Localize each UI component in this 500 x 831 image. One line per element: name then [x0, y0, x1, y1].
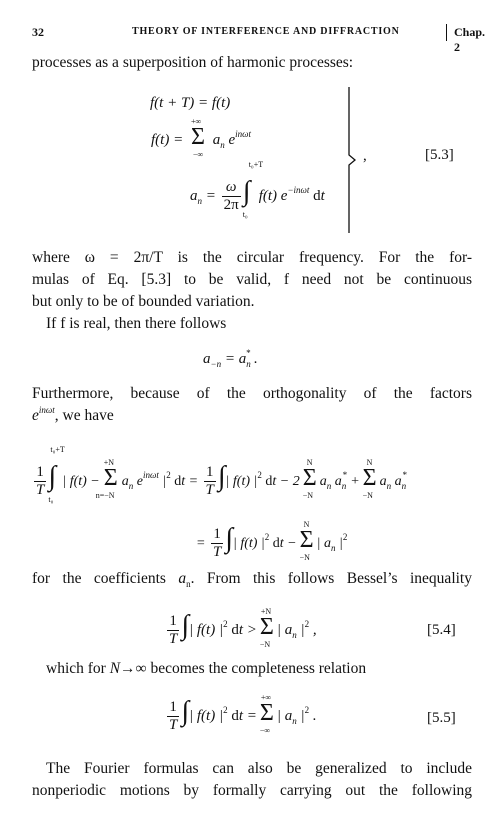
- running-title: THEORY OF INTERFERENCE AND DIFFRACTION: [132, 26, 400, 37]
- paragraph-circular-frequency-line2: mulas of Eq. [5.3] to be valid, f need not be continuous: [32, 271, 472, 288]
- equation-number-5-4: [5.4]: [427, 622, 456, 638]
- paragraph-intro: processes as a superposition of harmonic processes:: [32, 54, 354, 71]
- eq-5-3-comma: ,: [363, 148, 367, 164]
- paragraph-fourier-line1: The Fourier formulas can also be generalized to include: [46, 760, 472, 777]
- equation-conjugate: $a_{-n} = a_n^*$ .: [203, 348, 258, 369]
- eq-5-3-line3: $a_n$ = $\frac{\omega}{2\pi}$ ∫ t₀+T t₀ f(t) $e^{-in\omega t}$ dt: [190, 160, 325, 219]
- paragraph-circular-frequency-line3: but only to be of bounded variation.: [32, 293, 255, 310]
- page-number: 32: [32, 25, 44, 39]
- paragraph-completeness: which for N→∞ becomes the completeness relation: [46, 660, 367, 677]
- paragraph-fourier-line2: nonperiodic motions by formally carrying out the following: [32, 782, 472, 799]
- equation-orthogonality-line2: = $\frac{1}{T}$ ∫| f(t) $|^2$ dt − Σ N −N | $a_n$ $|^2$: [196, 520, 348, 562]
- equation-orthogonality-line1: $\frac{1}{T}$ ∫ t₀+T t₀ | f(t) − Σ +N n=−N $a_n$ $e^{in\omega t}$ $|^2$ dt = $\frac{1}{T}$ ∫| f(t) $|^2$ dt − 2 Σ N −N $a_n$ $a_n^* + \Sigma$ N −N $a_n$ $a_n^*$: [36, 445, 407, 504]
- paragraph-bessel: for the coefficients $a_n$. From this follows Bessel’s inequality: [32, 570, 472, 589]
- header-divider: [446, 24, 447, 41]
- eq-5-3-line1: f(t + T) = f(t): [150, 95, 231, 111]
- equation-number-5-3: [5.3]: [425, 147, 454, 163]
- paragraph-circular-frequency-line1: where ω = 2π/T is the circular frequency. For the for-: [32, 249, 472, 266]
- right-brace: [347, 85, 361, 235]
- paragraph-real: If f is real, then there follows: [46, 315, 227, 332]
- equation-bessel: $\frac{1}{T}$ ∫| f(t) $|^2$ dt > Σ +N −N | $a_n$ $|^2$ ,: [169, 607, 317, 649]
- equation-completeness: $\frac{1}{T}$ ∫| f(t) $|^2$ dt = Σ +∞ −∞ | $a_n$ $|^2$ .: [169, 693, 317, 735]
- running-header: [32, 25, 486, 54]
- equation-number-5-5: [5.5]: [427, 710, 456, 726]
- eq-5-3-line2: f(t) = Σ +∞ −∞ $a_n$ $e^{in\omega t}$: [151, 117, 251, 159]
- paragraph-orthogonality-line1: Furthermore, because of the orthogonality of the factors: [32, 385, 472, 402]
- paragraph-orthogonality-line2: $e^{in\omega t}$, we have: [32, 405, 114, 424]
- chapter-label: Chap. 2: [454, 25, 486, 54]
